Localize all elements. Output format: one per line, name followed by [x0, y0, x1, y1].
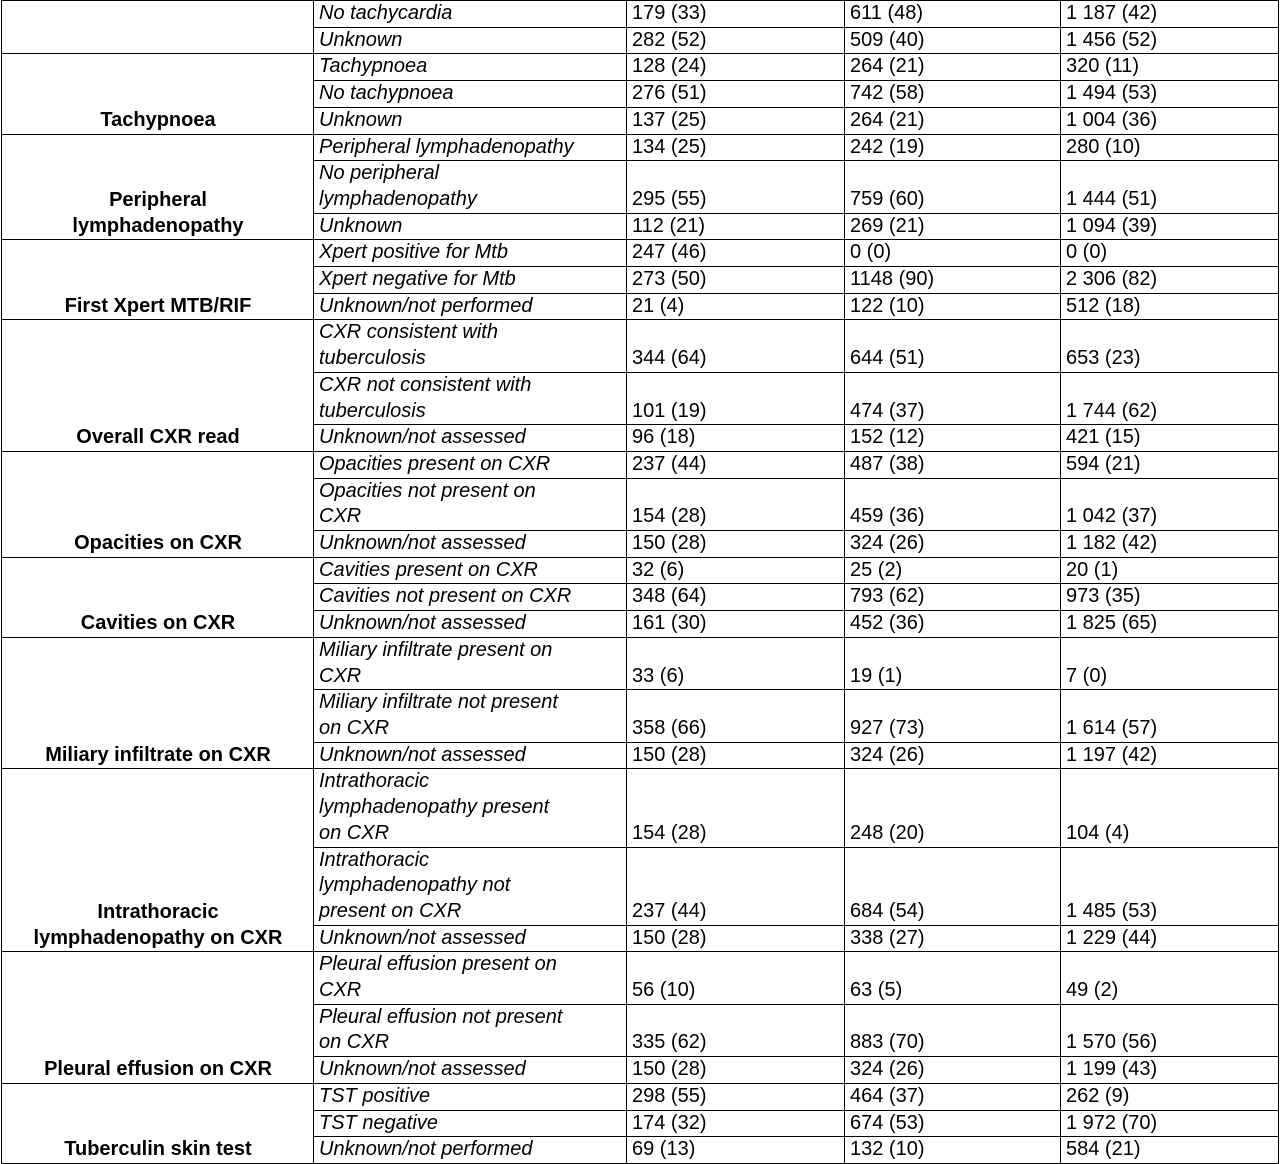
value-cell-col2: 611 (48) — [845, 1, 1061, 28]
category-cell: No tachycardia — [314, 1, 627, 28]
category-cell: Unknown — [314, 27, 627, 54]
value-cell-col1: 150 (28) — [627, 742, 845, 769]
value-cell-col2: 742 (58) — [845, 81, 1061, 108]
group-label-cell: Opacities on CXR — [2, 451, 314, 557]
value-cell-col2: 248 (20) — [845, 769, 1061, 847]
value-cell-col1: 150 (28) — [627, 531, 845, 558]
value-cell-col1: 33 (6) — [627, 637, 845, 689]
category-cell: Unknown/not assessed — [314, 742, 627, 769]
value-cell-col3: 280 (10) — [1061, 134, 1279, 161]
value-cell-col3: 1 004 (36) — [1061, 107, 1279, 134]
category-cell: CXR not consistent with tuberculosis — [314, 372, 627, 424]
category-cell: TST negative — [314, 1110, 627, 1137]
value-cell-col2: 269 (21) — [845, 213, 1061, 240]
value-cell-col1: 295 (55) — [627, 161, 845, 213]
category-cell: Peripheral lymphadenopathy — [314, 134, 627, 161]
table-row — [2, 557, 1279, 584]
value-cell-col3: 0 (0) — [1061, 240, 1279, 267]
value-cell-col2: 324 (26) — [845, 742, 1061, 769]
value-cell-col3: 1 197 (42) — [1061, 742, 1279, 769]
group-label-cell: Peripheral lymphadenopathy — [2, 134, 314, 240]
value-cell-col3: 1 042 (37) — [1061, 478, 1279, 530]
category-cell: TST positive — [314, 1083, 627, 1110]
category-cell: Unknown — [314, 107, 627, 134]
value-cell-col1: 298 (55) — [627, 1083, 845, 1110]
category-cell: Pleural effusion not present on CXR — [314, 1004, 627, 1056]
value-cell-col3: 320 (11) — [1061, 54, 1279, 81]
value-cell-col2: 264 (21) — [845, 107, 1061, 134]
category-cell: Cavities present on CXR — [314, 557, 627, 584]
group-label-cell: Tuberculin skin test — [2, 1083, 314, 1163]
table-row — [2, 134, 1279, 161]
category-cell: Unknown/not performed — [314, 293, 627, 320]
value-cell-col2: 459 (36) — [845, 478, 1061, 530]
table-row — [2, 637, 1279, 689]
value-cell-col2: 324 (26) — [845, 531, 1061, 558]
value-cell-col2: 644 (51) — [845, 320, 1061, 372]
value-cell-col3: 1 494 (53) — [1061, 81, 1279, 108]
value-cell-col3: 104 (4) — [1061, 769, 1279, 847]
category-cell: Tachypnoea — [314, 54, 627, 81]
value-cell-col3: 2 306 (82) — [1061, 267, 1279, 294]
value-cell-col1: 174 (32) — [627, 1110, 845, 1137]
group-label-cell: Pleural effusion on CXR — [2, 952, 314, 1084]
category-cell: Unknown — [314, 213, 627, 240]
category-cell: Intrathoracic lymphadenopathy present on CXR — [314, 769, 627, 847]
value-cell-col1: 150 (28) — [627, 925, 845, 952]
category-cell: Pleural effusion present on CXR — [314, 952, 627, 1004]
value-cell-col3: 1 094 (39) — [1061, 213, 1279, 240]
value-cell-col2: 927 (73) — [845, 690, 1061, 742]
value-cell-col1: 154 (28) — [627, 769, 845, 847]
value-cell-col3: 594 (21) — [1061, 451, 1279, 478]
value-cell-col3: 1 825 (65) — [1061, 611, 1279, 638]
category-cell: CXR consistent with tuberculosis — [314, 320, 627, 372]
value-cell-col3: 421 (15) — [1061, 425, 1279, 452]
category-cell: No tachypnoea — [314, 81, 627, 108]
group-label-cell — [2, 1, 314, 54]
value-cell-col3: 1 187 (42) — [1061, 1, 1279, 28]
value-cell-col1: 348 (64) — [627, 584, 845, 611]
value-cell-col1: 161 (30) — [627, 611, 845, 638]
value-cell-col2: 759 (60) — [845, 161, 1061, 213]
category-cell: Unknown/not assessed — [314, 425, 627, 452]
value-cell-col3: 20 (1) — [1061, 557, 1279, 584]
value-cell-col1: 358 (66) — [627, 690, 845, 742]
table-row — [2, 240, 1279, 267]
data-table — [1, 0, 1279, 1164]
category-cell: Unknown/not assessed — [314, 925, 627, 952]
value-cell-col2: 883 (70) — [845, 1004, 1061, 1056]
value-cell-col3: 1 456 (52) — [1061, 27, 1279, 54]
value-cell-col2: 674 (53) — [845, 1110, 1061, 1137]
value-cell-col1: 56 (10) — [627, 952, 845, 1004]
value-cell-col3: 1 182 (42) — [1061, 531, 1279, 558]
category-cell: Unknown/not performed — [314, 1137, 627, 1164]
value-cell-col2: 152 (12) — [845, 425, 1061, 452]
value-cell-col2: 19 (1) — [845, 637, 1061, 689]
value-cell-col3: 1 614 (57) — [1061, 690, 1279, 742]
value-cell-col3: 1 485 (53) — [1061, 847, 1279, 925]
value-cell-col1: 179 (33) — [627, 1, 845, 28]
value-cell-col1: 237 (44) — [627, 847, 845, 925]
group-label-cell: Overall CXR read — [2, 320, 314, 452]
value-cell-col3: 1 744 (62) — [1061, 372, 1279, 424]
category-cell: Opacities not present on CXR — [314, 478, 627, 530]
table-row — [2, 320, 1279, 372]
value-cell-col3: 1 972 (70) — [1061, 1110, 1279, 1137]
table-row — [2, 451, 1279, 478]
category-cell: Xpert positive for Mtb — [314, 240, 627, 267]
value-cell-col3: 973 (35) — [1061, 584, 1279, 611]
value-cell-col1: 134 (25) — [627, 134, 845, 161]
value-cell-col2: 242 (19) — [845, 134, 1061, 161]
category-cell: Xpert negative for Mtb — [314, 267, 627, 294]
value-cell-col1: 21 (4) — [627, 293, 845, 320]
value-cell-col1: 344 (64) — [627, 320, 845, 372]
value-cell-col1: 282 (52) — [627, 27, 845, 54]
value-cell-col2: 793 (62) — [845, 584, 1061, 611]
value-cell-col1: 247 (46) — [627, 240, 845, 267]
value-cell-col3: 262 (9) — [1061, 1083, 1279, 1110]
value-cell-col1: 154 (28) — [627, 478, 845, 530]
category-cell: Unknown/not assessed — [314, 531, 627, 558]
value-cell-col3: 1 444 (51) — [1061, 161, 1279, 213]
group-label-cell: Intrathoracic lymphadenopathy on CXR — [2, 769, 314, 952]
group-label-cell: Tachypnoea — [2, 54, 314, 134]
table-row — [2, 769, 1279, 847]
value-cell-col2: 509 (40) — [845, 27, 1061, 54]
value-cell-col2: 63 (5) — [845, 952, 1061, 1004]
value-cell-col3: 1 570 (56) — [1061, 1004, 1279, 1056]
category-cell: Unknown/not assessed — [314, 1057, 627, 1084]
value-cell-col1: 69 (13) — [627, 1137, 845, 1164]
value-cell-col3: 512 (18) — [1061, 293, 1279, 320]
value-cell-col2: 324 (26) — [845, 1057, 1061, 1084]
value-cell-col1: 101 (19) — [627, 372, 845, 424]
value-cell-col3: 1 199 (43) — [1061, 1057, 1279, 1084]
value-cell-col2: 264 (21) — [845, 54, 1061, 81]
table-row — [2, 1, 1279, 28]
value-cell-col3: 653 (23) — [1061, 320, 1279, 372]
value-cell-col3: 584 (21) — [1061, 1137, 1279, 1164]
value-cell-col3: 49 (2) — [1061, 952, 1279, 1004]
value-cell-col2: 25 (2) — [845, 557, 1061, 584]
table-body — [2, 1, 1279, 1164]
table-row — [2, 1083, 1279, 1110]
category-cell: Intrathoracic lymphadenopathy not present on CXR — [314, 847, 627, 925]
value-cell-col1: 96 (18) — [627, 425, 845, 452]
value-cell-col1: 237 (44) — [627, 451, 845, 478]
value-cell-col1: 335 (62) — [627, 1004, 845, 1056]
table-row — [2, 952, 1279, 1004]
category-cell: Cavities not present on CXR — [314, 584, 627, 611]
value-cell-col2: 0 (0) — [845, 240, 1061, 267]
value-cell-col1: 150 (28) — [627, 1057, 845, 1084]
value-cell-col2: 487 (38) — [845, 451, 1061, 478]
group-label-cell: Cavities on CXR — [2, 557, 314, 637]
value-cell-col1: 276 (51) — [627, 81, 845, 108]
value-cell-col1: 32 (6) — [627, 557, 845, 584]
value-cell-col2: 1148 (90) — [845, 267, 1061, 294]
value-cell-col2: 464 (37) — [845, 1083, 1061, 1110]
value-cell-col3: 1 229 (44) — [1061, 925, 1279, 952]
value-cell-col2: 452 (36) — [845, 611, 1061, 638]
value-cell-col2: 684 (54) — [845, 847, 1061, 925]
category-cell: Opacities present on CXR — [314, 451, 627, 478]
category-cell: No peripheral lymphadenopathy — [314, 161, 627, 213]
category-cell: Miliary infiltrate present on CXR — [314, 637, 627, 689]
value-cell-col3: 7 (0) — [1061, 637, 1279, 689]
group-label-cell: Miliary infiltrate on CXR — [2, 637, 314, 769]
table-row — [2, 54, 1279, 81]
group-label-cell: First Xpert MTB/RIF — [2, 240, 314, 320]
value-cell-col2: 132 (10) — [845, 1137, 1061, 1164]
value-cell-col1: 112 (21) — [627, 213, 845, 240]
category-cell: Miliary infiltrate not present on CXR — [314, 690, 627, 742]
value-cell-col1: 273 (50) — [627, 267, 845, 294]
value-cell-col1: 128 (24) — [627, 54, 845, 81]
value-cell-col2: 338 (27) — [845, 925, 1061, 952]
value-cell-col2: 474 (37) — [845, 372, 1061, 424]
value-cell-col2: 122 (10) — [845, 293, 1061, 320]
value-cell-col1: 137 (25) — [627, 107, 845, 134]
category-cell: Unknown/not assessed — [314, 611, 627, 638]
